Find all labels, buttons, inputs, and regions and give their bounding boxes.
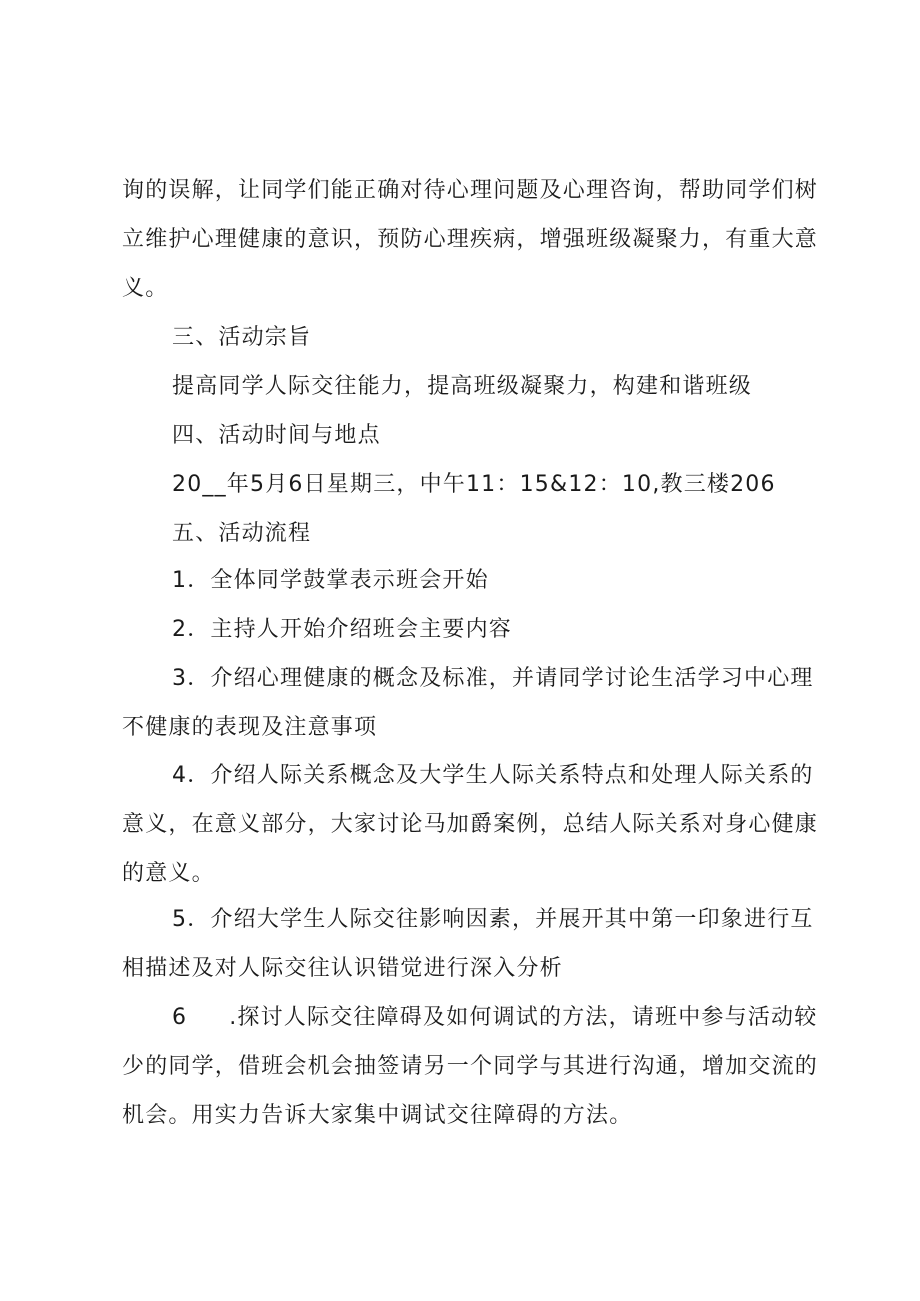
section-3-heading: 三、活动宗旨: [172, 325, 312, 350]
section-4-heading: 四、活动时间与地点: [172, 423, 381, 448]
step-4: 4．介绍人际关系概念及大学生人际关系特点和处理人际关系的意义，在意义部分，大家讨论马加爵案例，总结人际关系对身心健康的意义。: [122, 763, 819, 886]
step-6-text: .探讨人际交往障碍及如何调试的方法，请班中参与活动较少的同学，借班会机会抽签请另一个同学与其进行沟通，增加交流的机会。用实力告诉大家集中调试交往障碍的方法。: [122, 1005, 819, 1128]
continuation-paragraph: 询的误解，让同学们能正确对待心理问题及心理咨询，帮助同学们树立维护心理健康的意识，预防心理疾病，增强班级凝聚力，有重大意义。: [122, 178, 819, 301]
step-6: [122, 993, 822, 1140]
step-5: 5．介绍大学生人际交往影响因素，并展开其中第一印象进行互相描述及对人际交往认识错觉进行深入分析: [122, 907, 814, 981]
section-4-body: 20__年5月6日星期三，中午11：15&12：10,教三楼206五、活动流程: [172, 472, 776, 546]
section-3-body: 提高同学人际交往能力，提高班级凝聚力，构建和谐班级: [172, 374, 753, 399]
step-1: 1．全体同学鼓掌表示班会开始: [172, 568, 489, 593]
step-6-number: 6: [172, 1005, 188, 1030]
step-2: 2．主持人开始介绍班会主要内容: [172, 617, 512, 642]
step-3: 3．介绍心理健康的概念及标准，并请同学讨论生活学习中心理不健康的表现及注意事项: [122, 666, 814, 740]
